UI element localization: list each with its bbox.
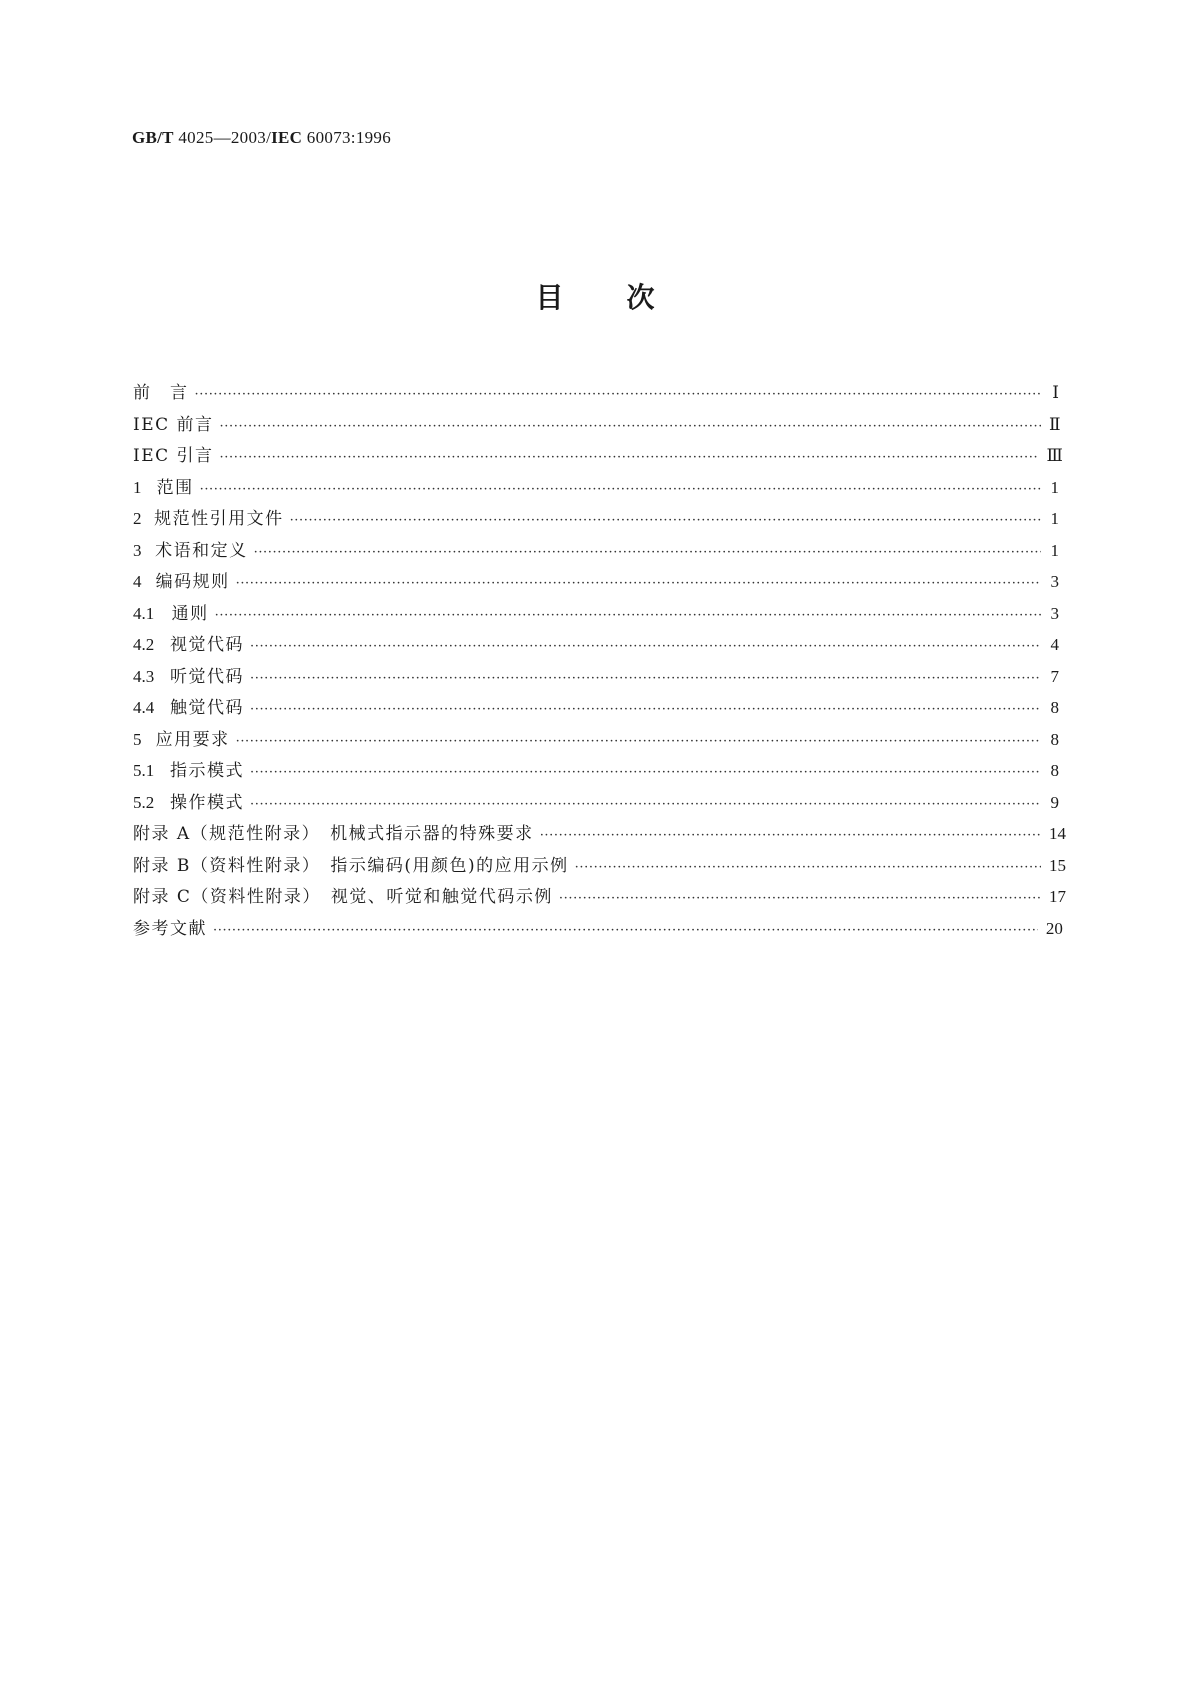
toc-dot-leader <box>254 545 1041 560</box>
toc-entry-label: 附录 B（资料性附录） 指示编码(用颜色)的应用示例 <box>133 855 569 876</box>
toc-entry[interactable] <box>133 725 1059 757</box>
toc-entry-number: 4.4 <box>133 698 155 717</box>
document-code <box>132 128 391 148</box>
toc-entry-number: 5 <box>133 729 142 749</box>
toc-entry-label: 视觉代码 <box>169 635 244 655</box>
toc-dot-leader <box>220 419 1041 434</box>
toc-entry[interactable] <box>133 630 1059 662</box>
toc-entry-page: Ⅰ <box>1052 383 1059 402</box>
toc-dot-leader <box>236 576 1041 591</box>
toc-entry[interactable] <box>133 788 1059 820</box>
toc-entry[interactable] <box>133 851 1066 883</box>
doc-code-number: 4025—2003/ <box>173 128 272 147</box>
toc-entry-label: 范围 <box>156 477 194 498</box>
toc-entry-label: IEC 引言 <box>133 446 214 466</box>
page-title <box>0 276 1191 316</box>
table-of-contents <box>133 378 1066 945</box>
toc-entry-label: 编码规则 <box>155 572 230 592</box>
doc-code-prefix: GB/T <box>132 128 174 147</box>
toc-entry-page: Ⅲ <box>1046 446 1063 465</box>
toc-entry-number: 4 <box>133 572 142 591</box>
toc-entry-label: IEC 前言 <box>133 414 214 435</box>
toc-entry-label: 术语和定义 <box>155 540 248 561</box>
doc-code-iec-number: 60073:1996 <box>302 128 392 147</box>
toc-entry-page: 17 <box>1049 887 1066 906</box>
toc-dot-leader <box>250 702 1041 717</box>
toc-dot-leader <box>220 450 1039 465</box>
toc-dot-leader <box>236 734 1041 749</box>
toc-entry-page: 3 <box>1050 603 1059 623</box>
toc-dot-leader <box>200 482 1041 497</box>
toc-entry[interactable] <box>133 819 1066 851</box>
title-char-1: 目 <box>535 281 565 314</box>
toc-entry-page: 1 <box>1050 509 1059 528</box>
toc-entry-label: 听觉代码 <box>169 666 244 687</box>
toc-entry-page: 1 <box>1050 477 1059 497</box>
toc-entry[interactable] <box>133 662 1059 694</box>
toc-entry-label: 通则 <box>171 603 209 624</box>
toc-entry[interactable] <box>133 441 1063 473</box>
toc-entry-label: 前 言 <box>133 383 189 403</box>
toc-entry-label: 应用要求 <box>155 729 230 750</box>
doc-code-iec: IEC <box>271 128 303 147</box>
toc-entry[interactable] <box>133 693 1059 725</box>
toc-entry-label: 触觉代码 <box>169 698 244 718</box>
toc-entry-label: 指示模式 <box>169 761 244 781</box>
toc-entry-page: 7 <box>1050 666 1059 686</box>
toc-entry[interactable] <box>133 567 1059 599</box>
toc-entry[interactable] <box>133 473 1059 505</box>
toc-dot-leader <box>215 608 1041 623</box>
toc-dot-leader <box>250 639 1041 654</box>
toc-entry-label: 附录 A（规范性附录） 机械式指示器的特殊要求 <box>133 824 534 844</box>
toc-entry-number: 4.1 <box>133 603 155 623</box>
toc-dot-leader <box>575 860 1041 875</box>
toc-entry-number: 3 <box>133 540 142 560</box>
toc-dot-leader <box>213 923 1038 938</box>
toc-entry-page: 4 <box>1050 635 1059 654</box>
toc-dot-leader <box>540 828 1041 843</box>
toc-dot-leader <box>250 797 1041 812</box>
toc-entry[interactable] <box>133 378 1059 410</box>
toc-entry[interactable] <box>133 882 1066 914</box>
toc-entry-number: 5.1 <box>133 761 155 780</box>
toc-entry[interactable] <box>133 410 1059 442</box>
toc-entry-label: 参考文献 <box>133 918 207 939</box>
toc-entry-page: 20 <box>1045 918 1063 938</box>
toc-entry-number: 2 <box>133 509 142 528</box>
toc-dot-leader <box>559 891 1041 906</box>
toc-dot-leader <box>250 671 1041 686</box>
toc-dot-leader <box>195 387 1042 402</box>
toc-entry-label: 规范性引用文件 <box>154 509 284 529</box>
toc-dot-leader <box>290 513 1041 528</box>
toc-entry-page: 8 <box>1050 761 1059 780</box>
toc-entry-page: 1 <box>1050 540 1059 560</box>
toc-entry-page: 3 <box>1050 572 1059 591</box>
toc-entry-page: 8 <box>1050 729 1059 749</box>
toc-entry-number: 4.3 <box>133 666 155 686</box>
toc-entry-page: 15 <box>1049 855 1066 875</box>
toc-entry-page: Ⅱ <box>1049 414 1061 434</box>
toc-entry-number: 1 <box>133 477 142 497</box>
toc-entry[interactable] <box>133 504 1059 536</box>
toc-entry[interactable] <box>133 536 1059 568</box>
toc-entry-page: 9 <box>1050 792 1059 812</box>
toc-entry-page: 8 <box>1050 698 1059 717</box>
toc-entry[interactable] <box>133 756 1059 788</box>
toc-entry[interactable] <box>133 599 1059 631</box>
toc-entry-label: 附录 C（资料性附录） 视觉、听觉和触觉代码示例 <box>133 887 553 907</box>
toc-entry-label: 操作模式 <box>169 792 244 813</box>
toc-entry-page: 14 <box>1049 824 1066 843</box>
toc-entry-number: 4.2 <box>133 635 155 654</box>
toc-entry[interactable] <box>133 914 1063 946</box>
title-char-2: 次 <box>626 281 656 314</box>
toc-dot-leader <box>250 765 1041 780</box>
toc-entry-number: 5.2 <box>133 792 155 812</box>
